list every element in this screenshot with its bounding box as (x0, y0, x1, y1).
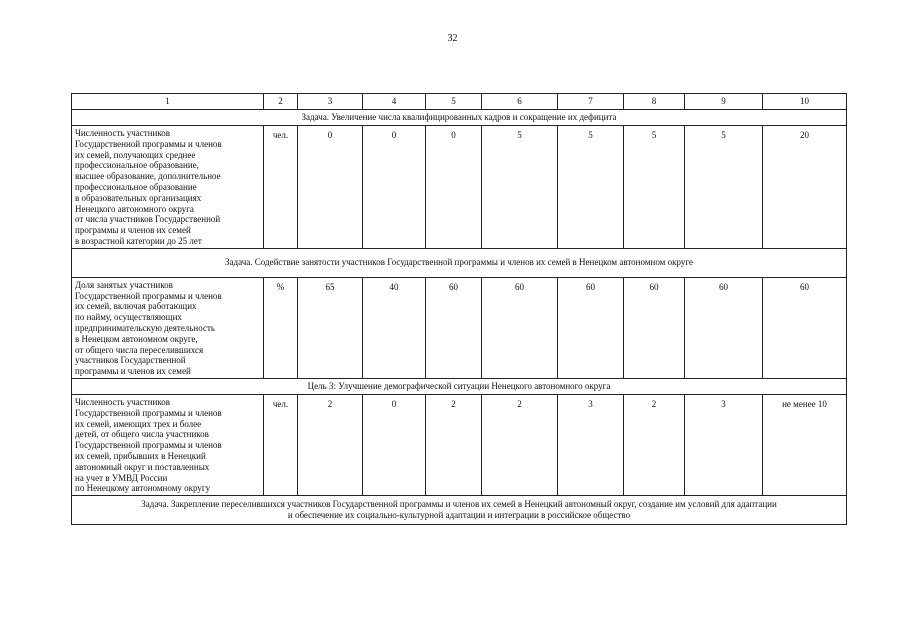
value-cell: 0 (426, 126, 482, 249)
value-cell: 65 (298, 277, 363, 378)
value-cell: 5 (624, 126, 685, 249)
value-cell: 60 (426, 277, 482, 378)
indicators-table (71, 93, 847, 525)
table-row (72, 277, 847, 378)
value-cell: 2 (624, 394, 685, 495)
column-number: 9 (685, 94, 763, 110)
column-number: 2 (264, 94, 298, 110)
value-cell: 3 (558, 394, 624, 495)
value-cell: 5 (482, 126, 558, 249)
value-cell: 5 (685, 126, 763, 249)
section-heading: Цель 3: Улучшение демографической ситуации Ненецкого автономного округа (72, 378, 847, 394)
value-cell: 2 (298, 394, 363, 495)
value-cell: 2 (426, 394, 482, 495)
column-number: 7 (558, 94, 624, 110)
value-cell: 0 (363, 394, 426, 495)
unit-cell: чел. (264, 126, 298, 249)
value-cell: 0 (298, 126, 363, 249)
section-heading: Задача. Закрепление переселившихся участников Государственной программы и членов их семей в Ненецкий автономный округ, создание им условий для адаптации и обеспечение их социально-культурной адаптации и интеграции в российское общество (72, 496, 847, 525)
unit-cell: чел. (264, 394, 298, 495)
page-number: 32 (447, 33, 458, 44)
column-number: 10 (763, 94, 847, 110)
indicator-name: Доля занятых участников Государственной программы и членов их семей, включая работающих по найму, осуществляющих предпринимательскую деятельность в Ненецком автономном округе, от общего числа переселившихся участников Государственной программы и членов их семей (72, 277, 264, 378)
column-number: 6 (482, 94, 558, 110)
value-cell: 20 (763, 126, 847, 249)
section-heading-row (72, 496, 847, 525)
value-cell: 2 (482, 394, 558, 495)
value-cell: 60 (558, 277, 624, 378)
value-cell: 40 (363, 277, 426, 378)
section-heading-row (72, 378, 847, 394)
value-cell: 60 (763, 277, 847, 378)
column-number: 8 (624, 94, 685, 110)
value-cell: 60 (685, 277, 763, 378)
value-cell: 60 (624, 277, 685, 378)
value-cell: 60 (482, 277, 558, 378)
value-cell: 0 (363, 126, 426, 249)
section-heading-row (72, 110, 847, 126)
column-number: 1 (72, 94, 264, 110)
table-row (72, 126, 847, 249)
table-row (72, 394, 847, 495)
unit-cell: % (264, 277, 298, 378)
indicator-name: Численность участников Государственной программы и членов их семей, получающих среднее профессиональное образование, высшее образование, дополнительное профессиональное образование в образовательных организациях Ненецкого автономного округа от числа участников Государственной программы и членов их семей в возрастной категории до 25 лет (72, 126, 264, 249)
section-heading-row (72, 248, 847, 277)
value-cell: 5 (558, 126, 624, 249)
value-cell: не менее 10 (763, 394, 847, 495)
indicator-name: Численность участников Государственной программы и членов их семей, имеющих трех и более детей, от общего числа участников Государственной программы и членов их семей, прибывших в Ненецкий автономный округ и поставленных на учет в УМВД России по Ненецкому автономному округу (72, 394, 264, 495)
value-cell: 3 (685, 394, 763, 495)
section-heading: Задача. Содействие занятости участников Государственной программы и членов их семей в Ненецком автономном округе (72, 248, 847, 277)
column-number-row (72, 94, 847, 110)
column-number: 5 (426, 94, 482, 110)
section-heading: Задача. Увеличение числа квалифицированных кадров и сокращение их дефицита (72, 110, 847, 126)
column-number: 3 (298, 94, 363, 110)
column-number: 4 (363, 94, 426, 110)
